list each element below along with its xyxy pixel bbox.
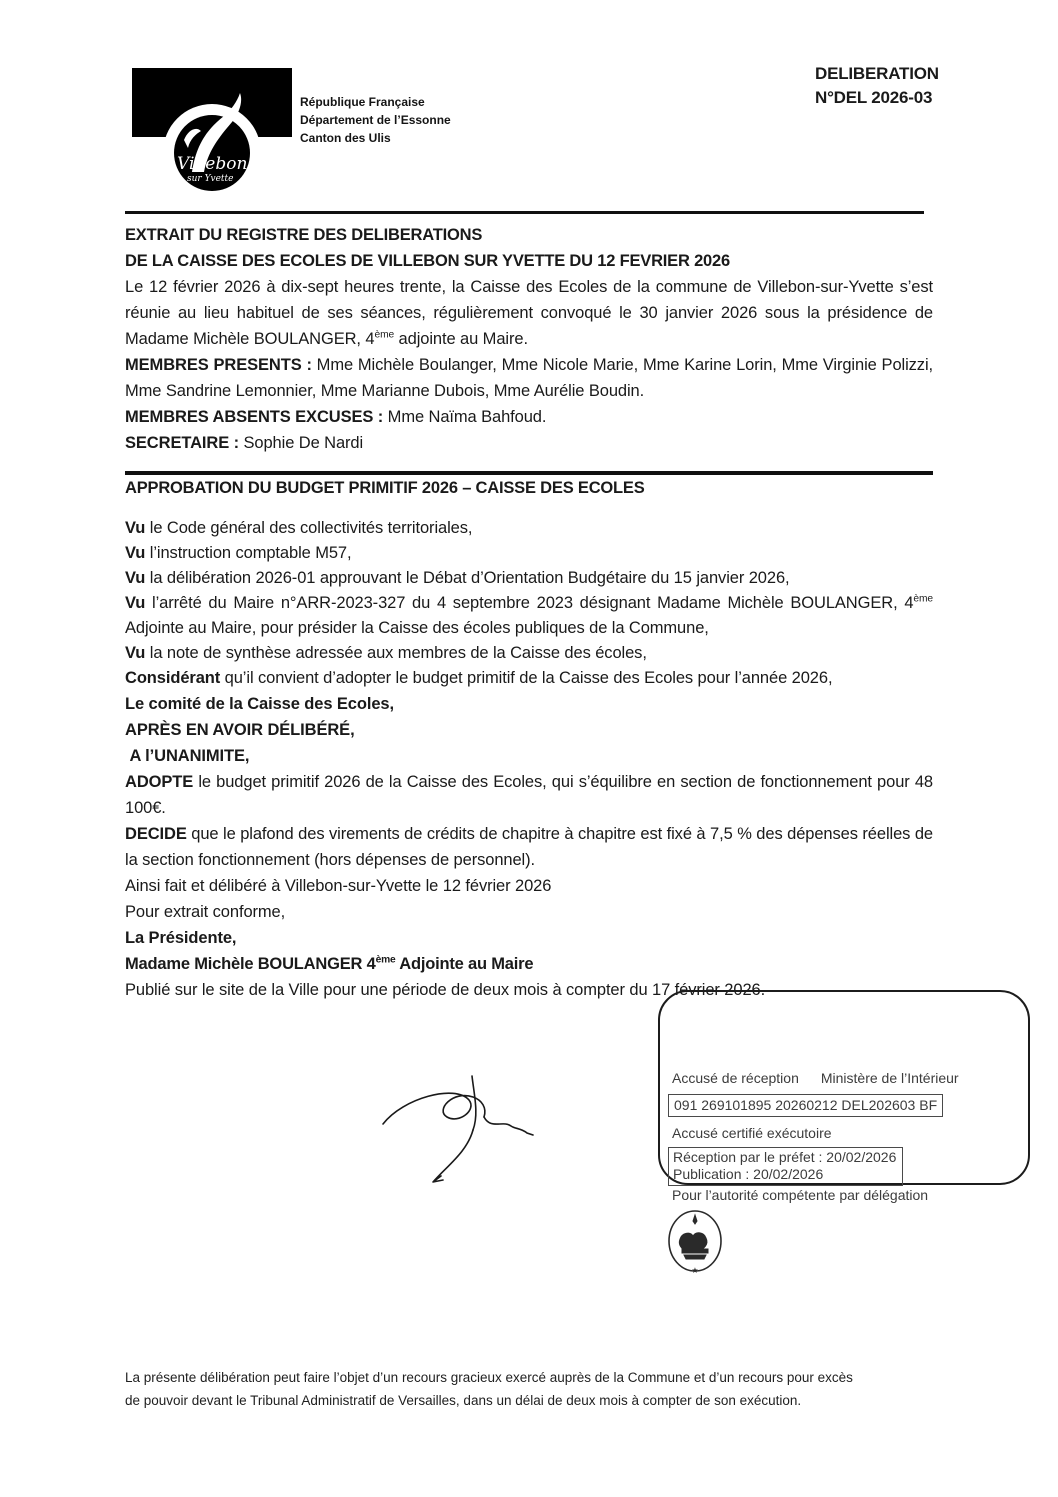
republic-line-3: Canton des Ulis — [300, 131, 391, 145]
title-line-2: DE LA CAISSE DES ECOLES DE VILLEBON SUR YVETTE DU 12 FEVRIER 2026 — [125, 252, 730, 270]
stamp-delegation-line: Pour l’autorité compétente par délégation — [672, 1187, 929, 1203]
members-absent-list: Mme Naïma Bahfoud. — [383, 408, 547, 426]
recital-lead: Considérant — [125, 669, 221, 687]
intro-text: Le 12 février 2026 à dix-sept heures trente, la Caisse des Ecoles de la commune de Villebon-sur-Yvette s’est réunie au lieu habituel de ses séances, régulièrement convoqué le 30 janvier 2026 sous la présidence de Madame Michèle BOULANGER, 4 — [125, 278, 933, 348]
after-deliberation-line: APRÈS EN AVOIR DÉLIBÉRÉ, — [125, 721, 355, 739]
recital-lead: Vu — [125, 594, 146, 612]
subject-heading: APPROBATION DU BUDGET PRIMITIF 2026 – CAISSE DES ECOLES — [125, 479, 645, 497]
recital-item — [125, 566, 933, 591]
recital-text: l’instruction comptable M57, — [145, 544, 352, 562]
intro-paragraph — [125, 274, 933, 352]
deliberation-id-block — [815, 62, 939, 110]
title-line-1: EXTRAIT DU REGISTRE DES DELIBERATIONS — [125, 226, 483, 244]
signatory-line — [125, 951, 933, 977]
stamp-id-box: 091 269101895 20260212 DEL202603 BF — [668, 1094, 943, 1117]
adopt-lead: ADOPTE — [125, 773, 194, 791]
recital-text: la délibération 2026-01 approuvant le Débat d’Orientation Budgétaire du 15 janvier 2026, — [145, 569, 790, 587]
stamp-publication-date: Publication : 20/02/2026 — [673, 1166, 824, 1182]
stamp-receipt-label: Accusé de réception — [672, 1070, 799, 1086]
recital-text-end: Adjointe au Maire, pour présider la Caisse des écoles publiques de la Commune, — [125, 619, 709, 637]
logo-city-subname: sur Yvette — [187, 174, 234, 184]
document-title — [125, 222, 933, 274]
adopt-text: le budget primitif 2026 de la Caisse des Ecoles, qui s’équilibre en section de fonctionnement pour 48 100€. — [125, 773, 933, 817]
made-at-line: Ainsi fait et délibéré à Villebon-sur-Yvette le 12 février 2026 — [125, 877, 552, 895]
recital-lead: Vu — [125, 519, 146, 537]
recital-lead: Vu — [125, 569, 146, 587]
recital-item — [125, 641, 933, 666]
signatory-name: Madame Michèle BOULANGER 4 — [125, 955, 376, 973]
doc-number: N°DEL 2026-03 — [815, 88, 933, 107]
recital-text: l’arrêté du Maire n°ARR-2023-327 du 4 septembre 2023 désignant Madame Michèle BOULANGER, 4 — [145, 594, 914, 612]
decide-paragraph — [125, 821, 933, 873]
recitals-block — [125, 516, 933, 691]
seal-star: ★ — [691, 1266, 699, 1275]
republic-line-2: Département de l’Essonne — [300, 113, 451, 127]
reception-stamp — [658, 990, 1030, 1185]
footer-line-2: de pouvoir devant le Tribunal Administratif de Versailles, dans un délai de deux mois à compter de son exécution. — [125, 1393, 802, 1408]
members-absent-label: MEMBRES ABSENTS EXCUSES : — [125, 408, 384, 426]
recital-superscript: ème — [913, 593, 933, 605]
document-body — [125, 222, 933, 1003]
members-absent — [125, 404, 933, 430]
members-present-list: Mme Michèle Boulanger, Mme Nicole Marie, Mme Karine Lorin, Mme Virginie Polizzi, Mme Sandrine Lemonnier, Mme Marianne Dubois, Mme Aurélie Boudin. — [125, 356, 934, 400]
signature-scribble — [375, 1072, 545, 1190]
members-present-label: MEMBRES PRESENTS : — [125, 356, 312, 374]
intro-superscript: ème — [374, 329, 395, 341]
extract-line: Pour extrait conforme, — [125, 903, 286, 921]
stamp-ministry-label: Ministère de l’Intérieur — [820, 1070, 959, 1086]
signatory-title: Adjointe au Maire — [395, 955, 534, 973]
footer-line-1: La présente délibération peut faire l’objet d’un recours gracieux exercé auprès de la Commune et d’un recours pour excès — [125, 1370, 853, 1385]
recital-text: qu’il convient d’adopter le budget primitif de la Caisse des Ecoles pour l’année 2026, — [220, 669, 833, 687]
footer-notice — [125, 1366, 941, 1412]
recital-item — [125, 591, 933, 641]
logo-city-name: Villebon — [177, 154, 248, 174]
adopt-paragraph — [125, 769, 933, 821]
recital-item — [125, 666, 933, 691]
recital-item — [125, 541, 933, 566]
republic-block — [300, 93, 451, 147]
header-rule — [125, 211, 924, 214]
stamp-prefect-date: Réception par le préfet : 20/02/2026 — [673, 1149, 897, 1165]
intro-text-end: adjointe au Maire. — [394, 330, 528, 348]
members-present — [125, 352, 933, 404]
stamp-receipt-line — [672, 1070, 959, 1086]
recital-text: le Code général des collectivités territoriales, — [145, 519, 473, 537]
recital-lead: Vu — [125, 644, 146, 662]
republic-line-1: République Française — [300, 95, 425, 109]
signatory-superscript: ème — [375, 954, 396, 966]
committee-line: Le comité de la Caisse des Ecoles, — [125, 695, 394, 713]
recital-lead: Vu — [125, 544, 146, 562]
city-logo — [132, 68, 292, 204]
doc-type: DELIBERATION — [815, 64, 939, 83]
stamp-certified-line: Accusé certifié exécutoire — [672, 1125, 832, 1141]
president-line: La Présidente, — [125, 929, 237, 947]
secretary-name: Sophie De Nardi — [239, 434, 364, 452]
recital-item — [125, 516, 933, 541]
unanimity-line: A l’UNANIMITE, — [125, 747, 250, 765]
secretary-line — [125, 430, 933, 456]
decide-lead: DECIDE — [125, 825, 187, 843]
publication-line: Publié sur le site de la Ville pour une période de deux mois à compter du 17 février 2026. — [125, 981, 766, 999]
stamp-dates-box — [668, 1147, 903, 1186]
secretary-label: SECRETAIRE : — [125, 434, 240, 452]
official-seal-icon — [666, 1209, 724, 1279]
decide-text: que le plafond des virements de crédits de chapitre à chapitre est fixé à 7,5 % des dépenses réelles de la section fonctionnement (hors dépenses de personnel). — [125, 825, 933, 869]
recital-text: la note de synthèse adressée aux membres de la Caisse des écoles, — [145, 644, 647, 662]
